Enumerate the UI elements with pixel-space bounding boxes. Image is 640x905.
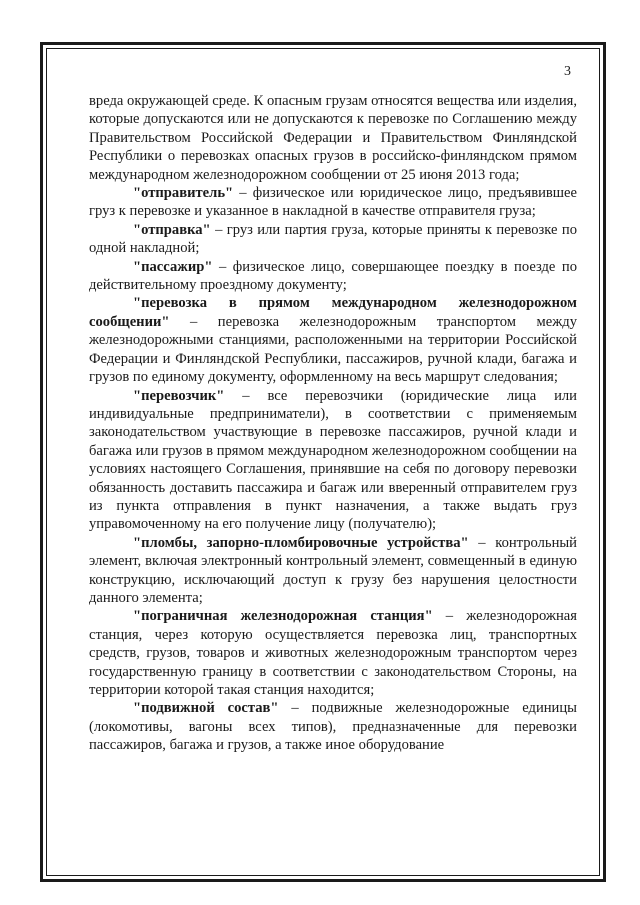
- definition-term: "перевозчик": [133, 387, 225, 404]
- paragraph-continuation: вреда окружающей среде. К опасным грузам относятся вещества или изделия, которые допускаются или не допускаются к перевозке по Соглашению между Правительством Российской Федерации и Правительством Финляндской Республики о перевозках опасных грузов в российско-финляндском прямом международном железнодорожном сообщении от 25 июня 2013 года;: [89, 93, 577, 183]
- definition-passazhir: [89, 258, 577, 295]
- definition-text: – физическое лицо, совершающее поездку в поезде по действительному проездному документу;: [89, 258, 577, 294]
- definition-term: "отправка": [133, 221, 211, 238]
- definition-podvizhnoy-sostav: [89, 699, 577, 754]
- definition-text: – все перевозчики (юридические лица или индивидуальные предприниматели), в соответствии с применяемым законодательством участвующие в перевозке пассажиров, ручной клади и багажа или грузов в прямом международном железнодорожном сообщении на условиях настоящего Соглашения, принявшие на себя по договору перевозки обязанность доставить пассажира и багаж или вверенный отправителем груз из пункта отправления в пункт назначения, а также выдать груз управомоченному на его получение лицу (получателю);: [89, 387, 577, 533]
- definition-text: – контрольный элемент, включая электронный контрольный элемент, совмещенный в единую конструкцию, исключающий доступ к грузу без нарушения целостности данного элемента;: [89, 534, 577, 606]
- definition-text: – физическое или юридическое лицо, предъявившее груз к перевозке и указанное в накладной в качестве отправителя груза;: [89, 185, 577, 220]
- definition-perevozka: [89, 294, 577, 386]
- definition-term: "подвижной состав": [133, 700, 279, 717]
- document-body: [89, 92, 577, 755]
- definition-otpravitel: [89, 184, 577, 221]
- definition-text: – подвижные железнодорожные единицы (локомотивы, вагоны всех типов), предназначенные для перевозки пассажиров, багажа и грузов, а также иное оборудование: [89, 700, 577, 754]
- definition-text: – железнодорожная станция, через которую осуществляется перевозка лиц, транспортных средств, грузов, товаров и животных железнодорожным транспортом через государственную границу в соответствии с законодательством Стороны, на территории которой такая станция находится;: [89, 608, 577, 698]
- definition-perevozchik: [89, 387, 577, 534]
- definition-term: "пограничная железнодорожная станция": [133, 608, 433, 625]
- definition-text: – перевозка железнодорожным транспортом между железнодорожными станциями, расположенными на территории Российской Федерации и Финляндской Республики, пассажиров, ручной клади, багажа и грузов по единому документу, оформленному на весь маршрут следования;: [89, 313, 577, 386]
- definition-plomby: [89, 534, 577, 608]
- definition-text: – груз или партия груза, которые приняты к перевозке по одной накладной;: [89, 221, 577, 257]
- definition-term: "перевозка в прямом международном железнодорожном сообщении": [89, 295, 577, 330]
- definition-term: "отправитель": [133, 185, 234, 202]
- definition-term: "пломбы, запорно-пломбировочные устройства": [133, 534, 469, 551]
- definition-term: "пассажир": [133, 258, 213, 275]
- page-number: 3: [564, 64, 571, 79]
- definition-pogranichnaya-stanciya: [89, 607, 577, 699]
- definition-otpravka: [89, 221, 577, 258]
